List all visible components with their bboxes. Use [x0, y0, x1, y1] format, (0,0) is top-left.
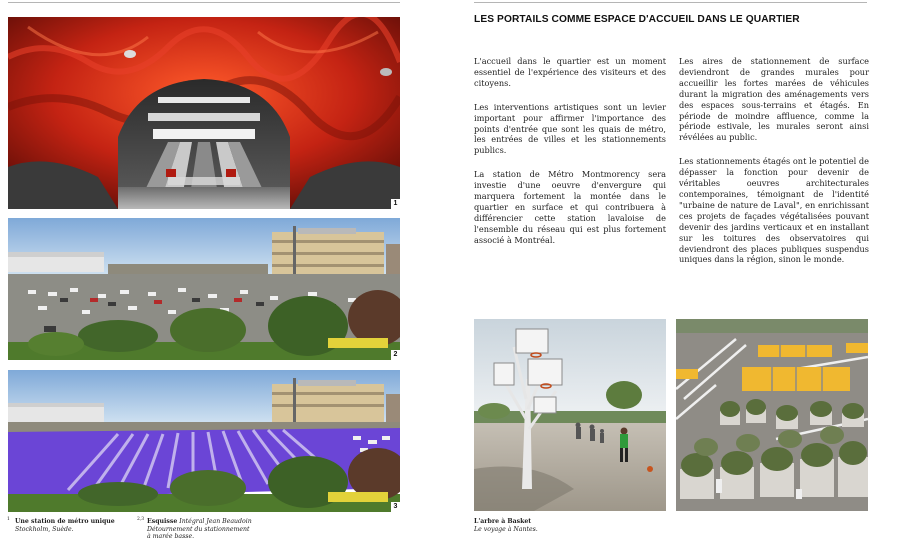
text-column-left: [474, 56, 666, 259]
caption-title: Une station de métro unique: [15, 518, 115, 525]
caption-subtitle-2: à marée basse.: [147, 533, 195, 541]
top-rule-left: [8, 2, 400, 3]
caption-photo-2-3: [137, 517, 287, 541]
photo-number-3: 3: [391, 502, 400, 512]
caption-number: 2,3: [137, 517, 145, 522]
caption-title: L'arbre à Basket: [474, 518, 532, 525]
page-title: LES PORTAILS COMME ESPACE D'ACCUEIL DANS LE QUARTIER: [474, 14, 800, 25]
caption-photo-4: [474, 518, 594, 533]
photo-number-2: 2: [391, 350, 400, 360]
caption-credit: Intégral Jean Beaudoin: [179, 518, 252, 525]
photo-aerial-plaza: [676, 319, 868, 511]
caption-title: Esquisse: [147, 518, 178, 525]
caption-number: 1: [7, 517, 10, 522]
paragraph: L'accueil dans le quartier est un moment essentiel de l'expérience des visiteurs et des citoyens.: [474, 56, 666, 88]
photo-number-1: 1: [391, 199, 400, 209]
paragraph: Les aires de stationnement de surface deviendront de grandes murales pour accueillir les fortes marées de véhicules durant la migration des aménagements vers des espaces sous-terrains et étagés. En période de moindre affluence, comme la période estivale, les murales seront ainsi révélées au public.: [679, 56, 869, 143]
top-rule-right: [474, 2, 867, 3]
photo-mural-sketch: [8, 370, 400, 512]
paragraph: La station de Métro Montmorency sera investie d'une oeuvre d'envergure qui marquera fortement la montée dans le quartier en surface et qui contribuera à différencier cette station lavaloise de l'ensemble du réseau qui est plus fortement associé à Montréal.: [474, 169, 666, 245]
photo-parking-lot: [8, 218, 400, 360]
caption-photo-1: [7, 517, 125, 533]
paragraph: Les stationnements étagés ont le potentiel de dépasser la fonction pour devenir de véritables oeuvres architecturales contemporaines, témoignant de l'identité "urbaine de nature de Laval", en enrichissant ces projets de façades végétalisées pouvant devenir des jardins verticaux et en installant sur les toitures des observatoires qui deviendront des places publiques suspendus uniques dans la région, sinon le monde.: [679, 156, 869, 265]
caption-subtitle: Le voyage à Nantes.: [474, 525, 538, 533]
text-column-right: [679, 56, 869, 278]
caption-subtitle: Stockholm, Suède.: [15, 525, 74, 533]
photo-metro-station: [8, 17, 400, 209]
photo-basketball-tree: [474, 319, 666, 511]
paragraph: Les interventions artistiques sont un levier important pour affirmer l'importance des points d'entrée que sont les quais de métro, les entrées de villes et les stationnements publics.: [474, 101, 666, 156]
caption-subtitle: Détournement du stationnement: [147, 525, 250, 533]
